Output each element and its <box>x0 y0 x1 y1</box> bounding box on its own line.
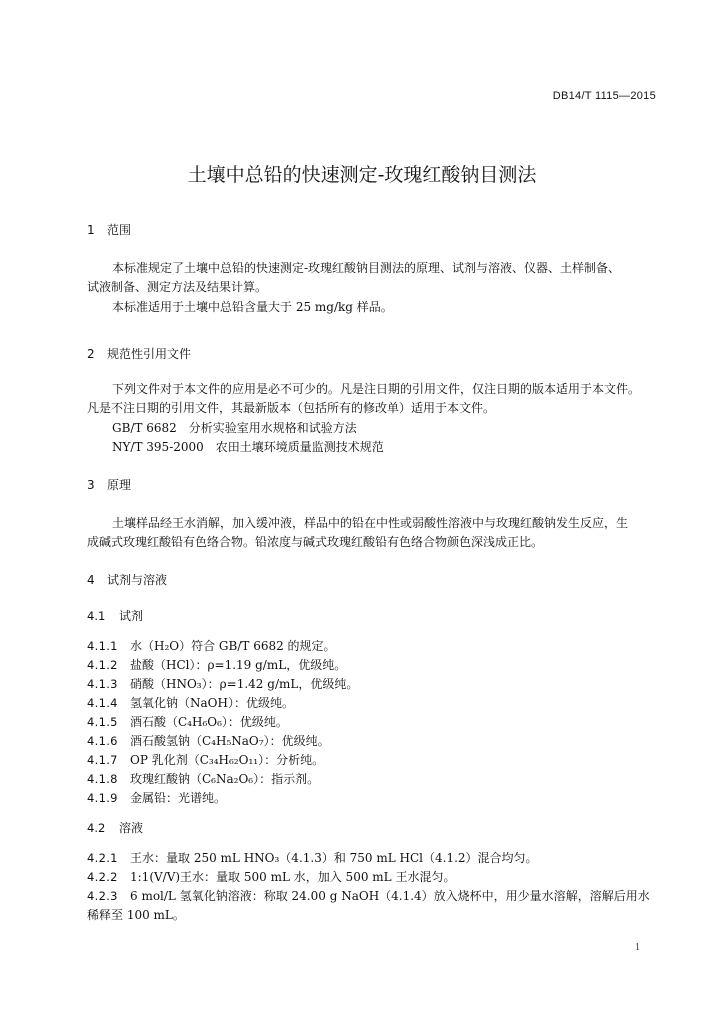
solution-item-continuation: 稀释至 100 mL。 <box>87 908 185 922</box>
item-text: 酒石酸（C₄H₆O₆）：优级纯。 <box>130 715 288 729</box>
document-title: 土壤中总铅的快速测定-玫瑰红酸钠目测法 <box>187 164 537 186</box>
item-number: 4.1.6 <box>87 734 118 748</box>
section-title: 规范性引用文件 <box>107 347 192 361</box>
subsection-4-1-heading <box>87 607 143 624</box>
subsection-title: 试剂 <box>119 609 144 623</box>
item-text: OP 乳化剂（C₃₄H₆₂O₁₁）：分析纯。 <box>130 753 325 767</box>
reagent-item <box>87 732 330 749</box>
scope-paragraph-2: 本标准适用于土壤中总铅含量大于 25 mg/kg 样品。 <box>112 300 393 314</box>
section-number: 2 <box>87 347 95 361</box>
item-number: 4.1.3 <box>87 677 118 691</box>
item-number: 4.2.3 <box>87 889 118 903</box>
section-4-heading <box>87 571 167 588</box>
item-number: 4.2.1 <box>87 851 118 865</box>
reagent-item <box>87 637 336 654</box>
section-title: 原理 <box>107 478 132 492</box>
item-number: 4.2.2 <box>87 870 118 884</box>
item-text: 王水：量取 250 mL HNO₃（4.1.3）和 750 mL HCl（4.1.2）混合均匀。 <box>130 851 538 865</box>
item-text: 硝酸（HNO₃）：ρ=1.42 g/mL，优级纯。 <box>130 677 359 691</box>
references-paragraph-line-1: 下列文件对于本文件的应用是必不可少的。凡是注日期的引用文件，仅注日期的版本适用于本文件。 <box>112 382 641 396</box>
item-text: 6 mol/L 氢氧化钠溶液：称取 24.00 g NaOH（4.1.4）放入烧杯中，用少量水溶解，溶解后用水 <box>130 889 650 903</box>
solution-item <box>87 868 455 885</box>
reagent-item <box>87 789 226 806</box>
section-2-heading <box>87 345 191 362</box>
item-number: 4.1.4 <box>87 696 118 710</box>
item-text: 氢氧化钠（NaOH）：优级纯。 <box>130 696 294 710</box>
principle-paragraph-line-1: 土壤样品经王水消解，加入缓冲液，样品中的铅在中性或弱酸性溶液中与玫瑰红酸钠发生反应，生 <box>112 516 629 530</box>
item-number: 4.1.5 <box>87 715 118 729</box>
section-1-heading <box>87 221 131 238</box>
reference-item: GB/T 6682 分析实验室用水规格和试验方法 <box>112 421 357 435</box>
item-text: 盐酸（HCl）：ρ=1.19 g/mL，优级纯。 <box>130 658 347 672</box>
subsection-4-2-heading <box>87 819 143 836</box>
reagent-item <box>87 656 346 673</box>
section-title: 试剂与溶液 <box>107 573 168 587</box>
references-paragraph-line-2: 凡是不注日期的引用文件，其最新版本（包括所有的修改单）适用于本文件。 <box>87 401 496 415</box>
section-number: 4 <box>87 573 95 587</box>
reagent-item <box>87 751 324 768</box>
item-text: 玫瑰红酸钠（C₆Na₂O₆）：指示剂。 <box>130 772 320 786</box>
reagent-item <box>87 770 319 787</box>
item-text: 1:1(V/V)王水：量取 500 mL 水，加入 500 mL 王水混匀。 <box>130 870 456 884</box>
solution-item <box>87 887 650 904</box>
item-number: 4.1.2 <box>87 658 118 672</box>
reference-item: NY/T 395-2000 农田土壤环境质量监测技术规范 <box>112 440 384 454</box>
section-title: 范围 <box>107 223 132 237</box>
item-text: 金属铅：光谱纯。 <box>130 791 227 805</box>
subsection-number: 4.2 <box>87 821 106 835</box>
subsection-title: 溶液 <box>119 821 144 835</box>
scope-paragraph-line-2: 试液制备、测定方法及结果计算。 <box>87 280 268 294</box>
subsection-number: 4.1 <box>87 609 106 623</box>
item-number: 4.1.7 <box>87 753 118 767</box>
solution-item <box>87 849 538 866</box>
item-number: 4.1.8 <box>87 772 118 786</box>
principle-paragraph-line-2: 成碱式玫瑰红酸铅有色络合物。铅浓度与碱式玫瑰红酸铅有色络合物颜色深浅成正比。 <box>87 535 544 549</box>
item-text: 酒石酸氢钠（C₄H₅NaO₇）：优级纯。 <box>130 734 330 748</box>
page-number: 1 <box>635 942 640 953</box>
reagent-item <box>87 675 358 692</box>
section-number: 1 <box>87 223 95 237</box>
scope-paragraph-line-1: 本标准规定了土壤中总铅的快速测定-玫瑰红酸钠目测法的原理、试剂与溶液、仪器、土样制备、 <box>112 261 621 275</box>
item-number: 4.1.1 <box>87 639 118 653</box>
item-text: 水（H₂O）符合 GB/T 6682 的规定。 <box>130 639 336 653</box>
section-3-heading <box>87 476 131 493</box>
section-number: 3 <box>87 478 95 492</box>
item-number: 4.1.9 <box>87 791 118 805</box>
reagent-item <box>87 694 294 711</box>
standard-code-header: DB14/T 1115—2015 <box>552 90 656 102</box>
reagent-item <box>87 713 288 730</box>
